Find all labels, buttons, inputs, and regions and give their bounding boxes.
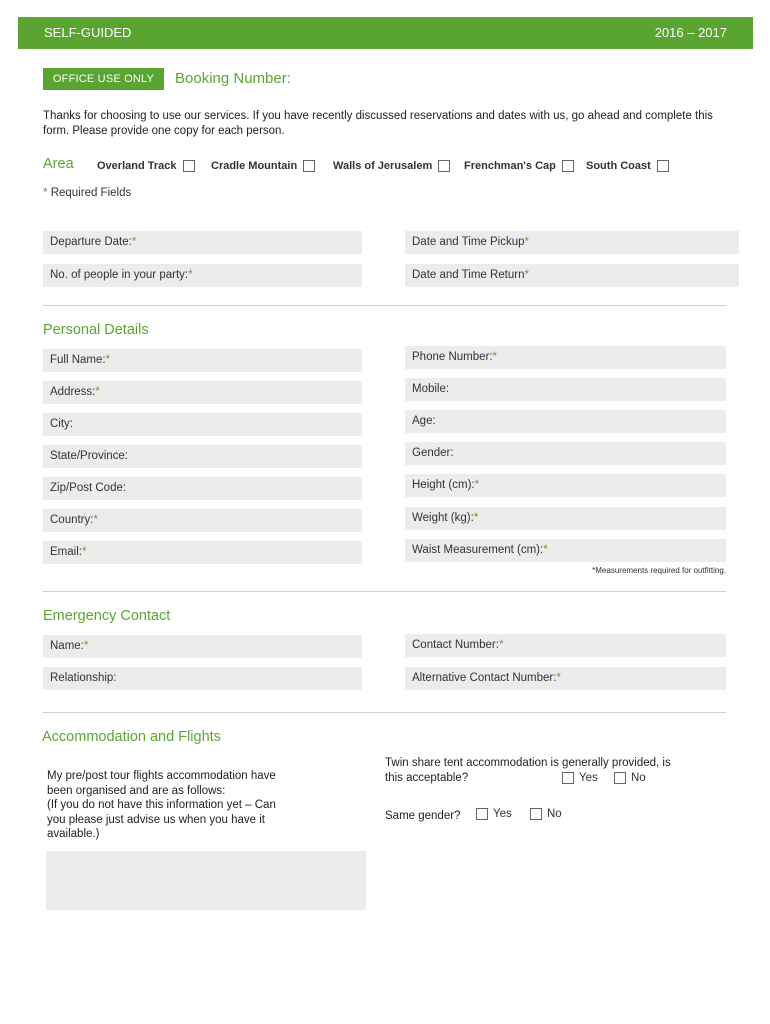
office-use-label: OFFICE USE ONLY [43,68,164,90]
measurements-note: *Measurements required for outfitting. [592,566,726,575]
area-option-label: Cradle Mountain [211,160,298,172]
people-count-field[interactable]: No. of people in your party:* [43,264,362,287]
email-field[interactable]: Email:* [43,541,362,564]
phone-field[interactable]: Phone Number:* [405,346,726,369]
area-option-label: Frenchman's Cap [464,160,556,172]
divider [43,712,726,713]
yes-label: Yes [493,808,512,820]
accommodation-title: Accommodation and Flights [42,729,221,745]
required-fields-note: * Required Fields [43,187,132,199]
checkbox[interactable] [614,772,626,784]
same-gender-label: Same gender? [385,810,461,822]
twin-yes-option[interactable] [562,772,598,784]
same-gender-no-option[interactable] [530,808,562,820]
yes-label: Yes [579,772,598,784]
weight-field[interactable]: Weight (kg):* [405,507,726,530]
relationship-field[interactable]: Relationship: [43,667,362,690]
flights-textarea[interactable] [46,851,366,910]
emergency-contact-title: Emergency Contact [43,608,171,624]
checkbox[interactable] [562,160,574,172]
no-label: No [547,808,562,820]
checkbox[interactable] [438,160,450,172]
header-right: 2016 – 2017 [654,25,727,40]
height-field[interactable]: Height (cm):* [405,474,726,497]
personal-details-title: Personal Details [43,322,149,338]
no-label: No [631,772,646,784]
waist-field[interactable]: Waist Measurement (cm):* [405,539,726,562]
alt-contact-field[interactable]: Alternative Contact Number:* [405,667,726,690]
city-field[interactable]: City: [43,413,362,436]
return-field[interactable]: Date and Time Return* [405,264,739,287]
departure-date-field[interactable]: Departure Date:* [43,231,362,254]
area-option-frenchmans[interactable] [464,160,574,172]
age-field[interactable]: Age: [405,410,726,433]
mobile-field[interactable]: Mobile: [405,378,726,401]
zip-field[interactable]: Zip/Post Code: [43,477,362,500]
area-option-label: Overland Track [97,160,177,172]
intro-text: Thanks for choosing to use our services. If you have recently discussed reservations and dates with us, go ahead and complete this form. Please provide one copy for each person. [43,110,713,137]
checkbox[interactable] [530,808,542,820]
area-option-cradle[interactable] [211,160,315,172]
area-option-south-coast[interactable] [586,160,669,172]
full-name-field[interactable]: Full Name:* [43,349,362,372]
area-option-label: Walls of Jerusalem [333,160,433,172]
checkbox[interactable] [657,160,669,172]
checkbox[interactable] [562,772,574,784]
divider [43,591,726,592]
header-banner [18,17,753,49]
header-left: SELF-GUIDED [44,25,132,40]
twin-share-question: Twin share tent accommodation is generally provided, is this acceptable? [385,757,671,784]
state-field[interactable]: State/Province: [43,445,362,468]
divider [43,305,726,306]
address-field[interactable]: Address:* [43,381,362,404]
area-option-label: South Coast [586,160,651,172]
gender-field[interactable]: Gender: [405,442,726,465]
area-option-overland[interactable] [97,160,195,172]
emergency-name-field[interactable]: Name:* [43,635,362,658]
booking-number-label: Booking Number: [175,70,291,87]
area-title: Area [43,156,74,172]
country-field[interactable]: Country:* [43,509,362,532]
checkbox[interactable] [476,808,488,820]
contact-number-field[interactable]: Contact Number:* [405,634,726,657]
checkbox[interactable] [303,160,315,172]
area-option-walls[interactable] [333,160,450,172]
twin-no-option[interactable] [614,772,646,784]
pickup-field[interactable]: Date and Time Pickup* [405,231,739,254]
checkbox[interactable] [183,160,195,172]
same-gender-yes-option[interactable] [476,808,512,820]
flights-text: My pre/post tour flights accommodation have been organised and are as follows: (If you do not have this information yet – Can you please just advise us when you have it available.) [47,770,276,840]
